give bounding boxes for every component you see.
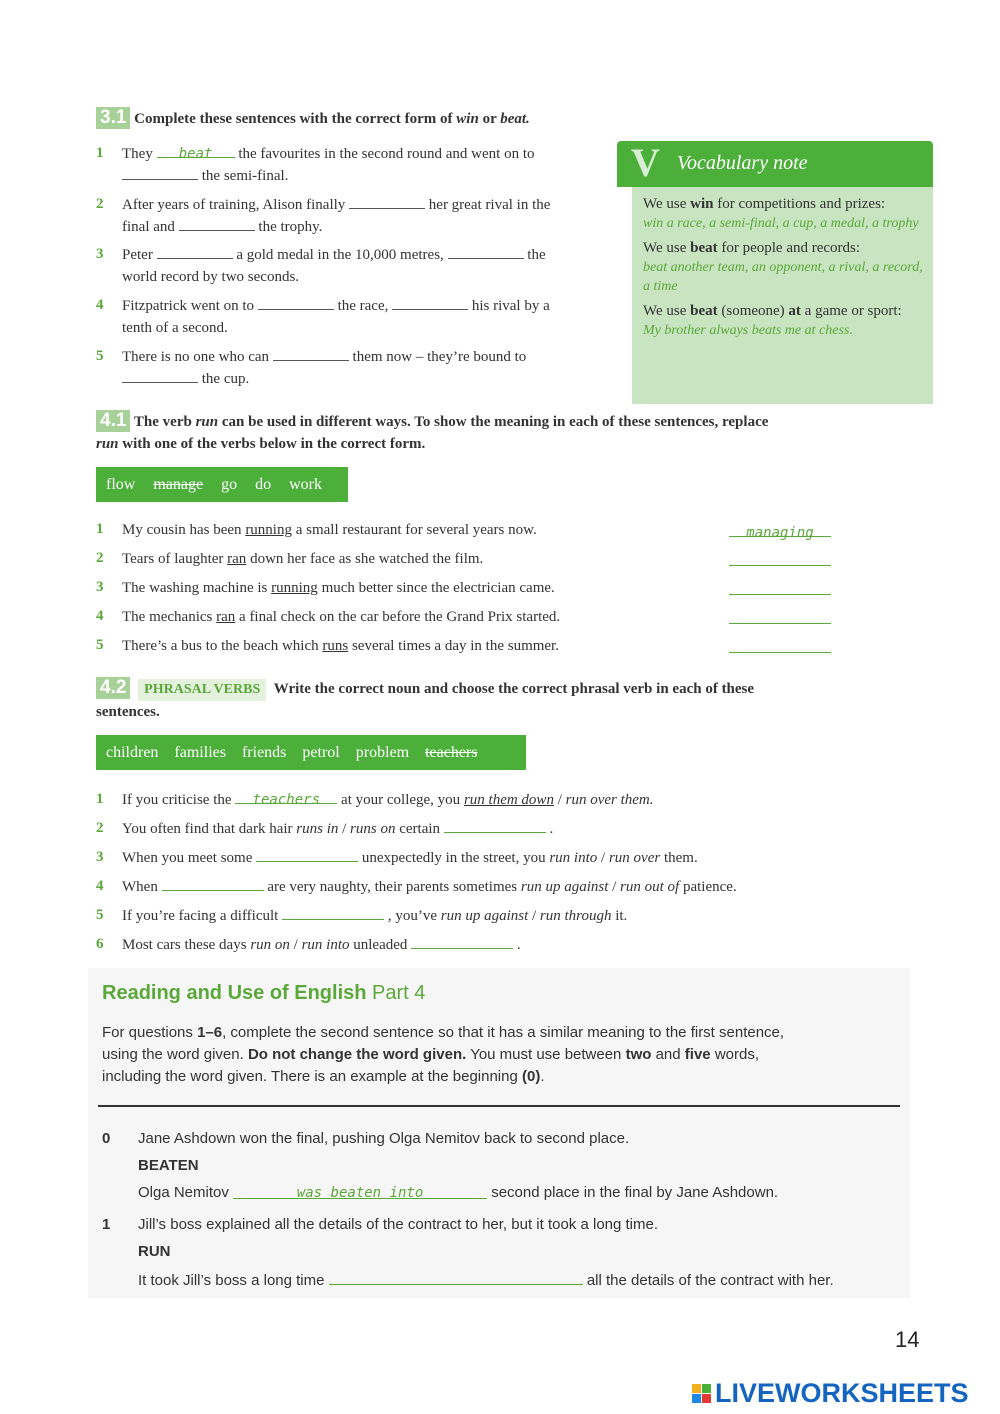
sentence-line: [122, 346, 526, 368]
separator: /: [293, 937, 298, 953]
sentence-text: are very naughty, their parents sometimes: [267, 879, 518, 895]
sentence-line: [122, 368, 249, 390]
sentence-text: Peter: [122, 247, 153, 263]
sentence-text: Fitzpatrick went on to: [122, 298, 255, 314]
answer-blank[interactable]: [329, 1270, 583, 1285]
answer-blank[interactable]: [157, 143, 235, 162]
word-option: problem: [355, 743, 410, 761]
question-number: 0: [102, 1130, 111, 1147]
instruction: with one of the verbs below in the correct form.: [122, 436, 426, 452]
answer-blank[interactable]: [122, 368, 198, 383]
instruction-word: run: [195, 414, 219, 430]
answer-blank[interactable]: [256, 847, 358, 862]
sentence-text: The washing machine is: [122, 580, 268, 596]
word-option: friends: [241, 743, 287, 761]
sentence-line: [122, 266, 299, 288]
exercise-4-1-header: [96, 410, 886, 455]
sentence-text: a final check on the car before the Grand Prix started.: [239, 609, 561, 625]
sentence-text: They: [122, 146, 153, 162]
item-number: 1: [96, 145, 104, 161]
vocab-rule: We use beat (someone) at a game or sport:: [643, 303, 902, 319]
sentence-text: them now – they’re bound to: [352, 349, 527, 365]
sentence-line: [122, 847, 698, 869]
separator: /: [612, 879, 617, 895]
answer-blank[interactable]: [411, 934, 513, 949]
item-number: 3: [96, 849, 104, 865]
sentence-text: the cup.: [201, 371, 250, 387]
filled-answer: was beaten into: [296, 1185, 424, 1201]
sentence-line: [122, 165, 288, 187]
sentence-line: [122, 635, 559, 657]
sentence-text: After years of training, Alison finally: [122, 197, 346, 213]
word-option: work: [289, 475, 322, 493]
underlined-verb: running: [245, 522, 292, 538]
word-option: go: [221, 475, 238, 493]
sentence-text: , you’ve: [387, 908, 437, 924]
answer-blank[interactable]: [729, 522, 831, 541]
page-number: 14: [895, 1327, 920, 1352]
item-number: 5: [96, 637, 104, 653]
question-number: 1: [102, 1216, 111, 1233]
instruction: The verb: [133, 414, 192, 430]
answer-blank[interactable]: [349, 194, 425, 209]
item-number: 1: [96, 521, 104, 537]
word-option: children: [106, 743, 159, 761]
underlined-verb: ran: [216, 609, 236, 625]
phrasal-option[interactable]: runs in: [296, 821, 339, 837]
sentence-line: [122, 606, 560, 628]
separator: /: [557, 792, 562, 808]
reading-section: [88, 968, 910, 1298]
underlined-verb: running: [271, 580, 318, 596]
sentence-text: his rival by a: [471, 298, 550, 314]
instruction: can be used in different ways. To show the meaning in each of these sentences, replace: [221, 414, 769, 430]
sentence-text: the race,: [337, 298, 389, 314]
vocab-example: beat another team, an opponent, a rival, a record, a time: [643, 260, 923, 294]
instruction-word: win: [456, 111, 479, 127]
answer-blank[interactable]: [444, 818, 546, 833]
phrasal-option[interactable]: run up against: [520, 879, 609, 895]
sentence-line: [122, 876, 737, 898]
item-number: 3: [96, 246, 104, 262]
liveworksheets-logo: [692, 1378, 969, 1409]
item-number: 5: [96, 348, 104, 364]
sentence-line: [122, 194, 550, 216]
instruction-or: or: [482, 111, 497, 127]
sentence-text: Tears of laughter: [122, 551, 224, 567]
sentence-text: her great rival in the: [428, 197, 551, 213]
item-number: 4: [96, 878, 104, 894]
exercise-3-1-header: [96, 107, 530, 129]
filled-answer: teachers: [252, 792, 321, 808]
item-number: 2: [96, 820, 104, 836]
word-option-used: teachers: [425, 743, 478, 761]
answer-blank[interactable]: [282, 905, 384, 920]
sentence-text: .: [549, 821, 554, 837]
answer-blank[interactable]: [233, 1184, 487, 1199]
answer-blank[interactable]: [122, 165, 198, 180]
sentence-text: a gold medal in the 10,000 metres,: [236, 247, 444, 263]
sentence-line: [122, 143, 535, 165]
item-number: 2: [96, 196, 104, 212]
sentence-text: world record by two seconds.: [122, 269, 300, 285]
item-number: 1: [96, 791, 104, 807]
answer-blank[interactable]: [258, 295, 334, 310]
sentence-text: If you criticise the: [122, 792, 232, 808]
vocab-rule: We use beat for people and records:: [643, 240, 861, 256]
vocabulary-note-header: [617, 141, 933, 187]
answer-blank[interactable]: [273, 346, 349, 361]
sentence-text: certain: [399, 821, 441, 837]
liveworksheets-icon: [692, 1384, 711, 1403]
reading-title: Reading and Use of English Part 4: [102, 982, 426, 1004]
answer-blank[interactable]: [729, 580, 831, 595]
separator: /: [601, 850, 606, 866]
answer-blank[interactable]: [392, 295, 468, 310]
sentence-text: the: [527, 247, 546, 263]
sentence-text: There’s a bus to the beach which: [122, 638, 319, 654]
answer-blank[interactable]: [157, 244, 233, 259]
sentence-text: the semi-final.: [201, 168, 289, 184]
question-text: Jane Ashdown won the final, pushing Olga Nemitov back to second place.: [138, 1130, 630, 1147]
key-word: BEATEN: [138, 1157, 199, 1174]
exercise-label: 3.1: [96, 107, 130, 129]
item-number: 5: [96, 907, 104, 923]
word-box: [96, 735, 526, 770]
vocab-example: win a race, a semi-final, a cup, a medal, a trophy: [643, 216, 919, 231]
vocab-example: My brother always beats me at chess.: [643, 323, 853, 338]
sentence-text: unexpectedly in the street, you: [361, 850, 546, 866]
word-option: flow: [106, 475, 136, 493]
vocabulary-note-title: Vocabulary note: [677, 152, 808, 174]
sentence-line: [122, 548, 483, 570]
sentence-line: [122, 244, 546, 266]
answer-line: It took Jill’s boss a long time all the details of the contract with her.: [138, 1272, 834, 1289]
instruction: sentences.: [96, 704, 160, 720]
sentence-text: them.: [663, 850, 698, 866]
filled-answer: managing: [746, 525, 814, 541]
reading-instructions: For questions 1–6, complete the second sentence so that it has a similar meaning to the first sentence, using the word given. Do not change the word given. You must use between two and five words, including the word given. There is an example at the beginning (0).: [102, 1024, 785, 1085]
item-number: 3: [96, 579, 104, 595]
exercise-label: 4.1: [96, 410, 130, 432]
sentence-text: the trophy.: [258, 219, 323, 235]
phrasal-option[interactable]: run out of: [620, 879, 680, 895]
word-box: [96, 467, 348, 502]
phrasal-option[interactable]: run over: [608, 850, 661, 866]
sentence-text: down her face as she watched the film.: [250, 551, 484, 567]
sentence-line: [122, 216, 322, 238]
phrasal-option[interactable]: runs on: [350, 821, 396, 837]
sentence-text: If you’re facing a difficult: [122, 908, 279, 924]
exercise-4-2-header: [96, 677, 886, 723]
answer-blank[interactable]: [179, 216, 255, 231]
sentence-text: a small restaurant for several years now.: [295, 522, 537, 538]
answer-blank[interactable]: [235, 789, 337, 808]
sentence-text: My cousin has been: [122, 522, 242, 538]
question-text: Jill’s boss explained all the details of the contract to her, but it took a long time.: [138, 1216, 659, 1233]
answer-blank[interactable]: [729, 638, 831, 653]
sentence-text: You often find that dark hair: [122, 821, 293, 837]
underlined-verb: runs: [322, 638, 349, 654]
sentence-text: When you meet some: [122, 850, 253, 866]
word-option: do: [255, 475, 272, 493]
sentence-text: Most cars these days: [122, 937, 247, 953]
instruction-word: beat.: [500, 111, 530, 127]
filled-answer: beat: [178, 146, 213, 162]
sentence-text: the favourites in the second round and went on to: [238, 146, 535, 162]
sentence-line: [122, 519, 537, 541]
sentence-text: tenth of a second.: [122, 320, 228, 336]
phrasal-option[interactable]: run on: [250, 937, 290, 953]
answer-blank[interactable]: [162, 876, 264, 891]
sentence-line: [122, 905, 627, 927]
sentence-line: [122, 934, 521, 956]
sentence-line: [122, 818, 553, 840]
answer-blank[interactable]: [448, 244, 524, 259]
sentence-text: When: [122, 879, 158, 895]
phrasal-option[interactable]: run through: [539, 908, 612, 924]
phrasal-option[interactable]: run into: [301, 937, 350, 953]
exercise-label: 4.2: [96, 677, 130, 699]
sentence-text: much better since the electrician came.: [321, 580, 555, 596]
vocabulary-note-body: [632, 187, 933, 404]
phrasal-option-selected[interactable]: run them down: [463, 792, 554, 808]
sentence-text: The mechanics: [122, 609, 213, 625]
phrasal-option[interactable]: run into: [549, 850, 598, 866]
word-option: petrol: [302, 743, 340, 761]
sentence-text: There is no one who can: [122, 349, 270, 365]
brand-name: LIVEWORKSHEETS: [715, 1378, 969, 1408]
sentence-line: [122, 317, 228, 339]
phrasal-option[interactable]: run up against: [440, 908, 529, 924]
vocab-rule: We use win for competitions and prizes:: [643, 196, 886, 212]
sentence-line: [122, 295, 550, 317]
vocabulary-v-icon: V: [631, 140, 660, 185]
separator: /: [532, 908, 537, 924]
item-number: 4: [96, 297, 104, 313]
instruction: Complete these sentences with the correct form of: [134, 111, 453, 127]
sentence-text: it.: [615, 908, 628, 924]
sentence-line: [122, 577, 555, 599]
instruction-word: run: [96, 436, 119, 452]
answer-blank[interactable]: [729, 551, 831, 566]
underlined-verb: ran: [227, 551, 247, 567]
phrasal-verbs-tag: PHRASAL VERBS: [138, 679, 266, 701]
divider: [98, 1105, 900, 1107]
answer-line: Olga Nemitov was beaten into second place in the final by Jane Ashdown.: [138, 1184, 779, 1201]
instruction: Write the correct noun and choose the correct phrasal verb in each of these: [273, 681, 755, 697]
word-option-used: manage: [153, 475, 204, 493]
sentence-text: several times a day in the summer.: [351, 638, 559, 654]
sentence-text: final and: [122, 219, 175, 235]
item-number: 6: [96, 936, 104, 952]
sentence-text: unleaded: [353, 937, 408, 953]
separator: /: [342, 821, 347, 837]
item-number: 4: [96, 608, 104, 624]
phrasal-option[interactable]: run over them.: [565, 792, 654, 808]
word-option: families: [174, 743, 226, 761]
sentence-text: at your college, you: [341, 792, 461, 808]
item-number: 2: [96, 550, 104, 566]
sentence-line: [122, 789, 654, 811]
answer-blank[interactable]: [729, 609, 831, 624]
key-word: RUN: [138, 1243, 171, 1260]
sentence-text: patience.: [682, 879, 737, 895]
sentence-text: .: [516, 937, 521, 953]
